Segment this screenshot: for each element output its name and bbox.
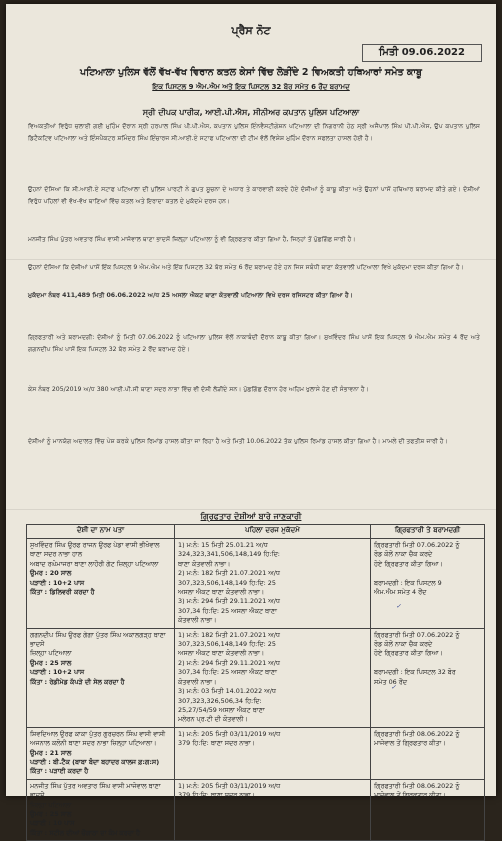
cell-line: ਰੋਡ ਕੋਲੋਂ ਨਾਕਾ ਚੈਕ ਕਰਦੇ (374, 550, 433, 559)
cell-line: ਜ਼ਿਲ੍ਹਾ ਪਟਿਆਲਾ (30, 649, 72, 658)
cell-line: ਉਮਰ : 20 ਸਾਲ (30, 569, 72, 578)
cell-line: 1) ਮ:ਨੰ: 205 ਮਿਤੀ 03/11/2019 ਅ/ਧ (178, 729, 281, 738)
paragraph-accused: ਮਨਜੀਤ ਸਿੰਘ ਪੁੱਤਰ ਅਵਤਾਰ ਸਿੰਘ ਵਾਸੀ ਮਾਜੋਵਾਲ ਥਾਣਾ ਭਾਦਸੋਂ ਜ਼ਿਲ੍ਹਾ ਪਟਿਆਲਾ ਨੂੰ ਵੀ ਗ੍ਰਿਫਤਾਰ ਕੀਤਾ ਗਿਆ ਹੈ, ਜਿਨ੍ਹਾਂ ਤੋਂ ਪੁੱਛਗਿੱਛ ਜਾਰੀ ਹੈ। (28, 236, 356, 243)
cell-line: ਸਮੇਤ 06 ਰੌਂਦ (374, 677, 407, 686)
paragraph-intro: ਵਿਅਕਤੀਆਂ ਵਿਰੁੱਧ ਚਲਾਈ ਗਈ ਮੁਹਿੰਮ ਦੌਰਾਨ ਸ੍ਰੀ ਹਰਪਾਲ ਸਿੰਘ ਪੀ.ਪੀ.ਐਸ, ਕਪਤਾਨ ਪੁਲਿਸ ਇੰਨਵੈਸਟੀਗੇਸ਼ਨ ਪਟਿਆਲਾ ਦੀ ਨਿਗਰਾਨੀ ਹੇਠ ਸ੍ਰੀ ਅਜੈਪਾਲ ਸਿੰਘ ਪੀ.ਪੀ.ਐਸ, ਉਪ ਕਪਤਾਨ ਪੁਲਿਸ ਡਿਟੈਕਟਿਵ ਪਟਿਆਲਾ ਅਤੇ ਇੰਸਪੈਕਟਰ ਸ਼ਮਿੰਦਰ ਸਿੰਘ ਇੰਚਾਰਜ ਸੀ.ਆਈ.ਏ ਸਟਾਫ ਪਟਿਆਲਾ ਦੀ ਟੀਮ ਵੱਲੋਂ ਵਿਸ਼ੇਸ਼ ਮੁਹਿੰਮ ਦੌਰਾਨ ਸਫਲਤਾ ਹਾਸਲ ਹੋਈ ਹੈ। (28, 123, 480, 142)
cell-line: ਮਨਜੀਤ ਸਿੰਘ ਪੁੱਤਰ ਅਵਤਾਰ ਸਿੰਘ ਵਾਸੀ ਮਾਜੋਵਾਲ ਥਾਣਾ ਭਾਦਸੋਂ (30, 781, 161, 800)
cell-line: ਥਾਣਾ ਕੋਤਵਾਲੀ ਨਾਭਾ। (178, 559, 231, 568)
arrest-recovery-cell (371, 628, 485, 727)
paragraph-remand: ਦੋਸ਼ੀਆਂ ਨੂੰ ਮਾਨਯੋਗ ਅਦਾਲਤ ਵਿੱਚ ਪੇਸ਼ ਕਰਕੇ ਪੁਲਿਸ ਰਿਮਾਂਡ ਹਾਸਲ ਕੀਤਾ ਜਾ ਰਿਹਾ ਹੈ ਅਤੇ ਮਿਤੀ 10.06.2022 ਤੱਕ ਪੁਲਿਸ ਰਿਮਾਂਡ ਹਾਸਲ ਕੀਤਾ ਗਿਆ ਹੈ। ਮਾਮਲੇ ਦੀ ਤਫਤੀਸ਼ ਜਾਰੀ ਹੈ। (28, 438, 448, 445)
paragraph-operation: ਉਹਨਾਂ ਦੱਸਿਆ ਕਿ ਸੀ.ਆਈ.ਏ ਸਟਾਫ ਪਟਿਆਲਾ ਦੀ ਪੁਲਿਸ ਪਾਰਟੀ ਨੇ ਗੁਪਤ ਸੂਚਨਾ ਦੇ ਅਧਾਰ ਤੇ ਕਾਰਵਾਈ ਕਰਦੇ ਹੋਏ ਦੋਸ਼ੀਆਂ ਨੂੰ ਕਾਬੂ ਕੀਤਾ ਅਤੇ ਉਹਨਾਂ ਪਾਸੋਂ ਹਥਿਆਰ ਬਰਾਮਦ ਕੀਤੇ ਗਏ। ਦੋਸ਼ੀਆਂ ਵਿਰੁੱਧ ਪਹਿਲਾਂ ਵੀ ਵੱਖ-ਵੱਖ ਥਾਣਿਆਂ ਵਿੱਚ ਕਤਲ ਅਤੇ ਇਰਾਦਾ ਕਤਲ ਦੇ ਮੁਕੱਦਮੇ ਦਰਜ ਹਨ। (28, 186, 480, 205)
headline: ਪਟਿਆਲਾ ਪੁਲਿਸ ਵੱਲੋਂ ਵੱਖ-ਵੱਖ ਵਿਰਾਨ ਕਤਲ ਕੇਸਾਂ ਵਿੱਚ ਲੋੜੀਂਦੇ 2 ਵਿਅਕਤੀ ਹਥਿਆਰਾਂ ਸਮੇਤ ਕਾਬੂ (80, 67, 422, 78)
previous-cases-cell (175, 727, 371, 779)
cell-line: ਕਿੱਤਾ : ਸਟੀਲ ਦੀਆਂ ਚੌਗਾਠਾ ਦਾ ਕੰਮ ਕਰਦਾ ਹੈ (30, 828, 140, 837)
cell-line: 307,34 ਹਿ:ਦਿ: 25 ਅਸਲਾ ਐਕਟ ਥਾਣਾ (178, 606, 277, 615)
cell-line: ਹੋਏ ਗ੍ਰਿਫਤਾਰ ਕੀਤਾ ਗਿਆ। (374, 649, 443, 658)
cell-line: 1) ਮ:ਨੰ: 205 ਮਿਤੀ 03/11/2019 ਅ/ਧ (178, 781, 281, 790)
cell-line: ਕੋਤਵਾਲੀ ਨਾਭਾ। (178, 677, 217, 686)
cell-line: ਕਿੱਤਾ : ਡਿਲਿਵਰੀ ਕਰਦਾ ਹੈ (30, 588, 95, 597)
cell-line: ਬਰਾਮਦਗੀ : ਇਕ ਪਿਸਟਲ 32 ਬੋਰ (374, 668, 456, 677)
cell-line: ਗ੍ਰਿਫਤਾਰੀ ਮਿਤੀ 07.06.2022 ਨੂੰ (374, 541, 460, 549)
accused-table-header (27, 525, 485, 539)
table-row (27, 727, 485, 779)
accused-name-cell (27, 727, 175, 779)
cell-line: ਕਿੱਤਾ : ਪੜਾਈ ਕਰਦਾ ਹੈ (30, 767, 89, 776)
cell-line: 1) ਮ:ਨੰ: 15 ਮਿਤੀ 25.01.21 ਅ/ਧ (178, 541, 268, 549)
previous-cases-cell (175, 628, 371, 727)
cell-line: ਕੋਤਵਾਲੀ ਨਾਭਾ। (178, 616, 217, 625)
cell-line: 3) ਮ:ਨੰ: 294 ਮਿਤੀ 29.11.2021 ਅ/ਧ (178, 597, 280, 606)
header-previous-cases: ਪਹਿਲਾ ਦਰਜ ਮੁਕੱਦਮੇ (175, 525, 371, 539)
paper-fold-line (6, 259, 496, 260)
cell-line: 3) ਮ:ਨੰ: 03 ਮਿਤੀ 14.01.2022 ਅ/ਧ (178, 687, 276, 696)
cell-line: ਅਸਲਾ ਐਕਟ ਥਾਣਾ ਕੋਤਵਾਲੀ ਨਾਭਾ। (178, 649, 265, 658)
paragraph-fir: ਮੁਕੱਦਮਾ ਨੰਬਰ 411,489 ਮਿਤੀ 06.06.2022 ਅ/ਧ 25 ਅਸਲਾ ਐਕਟ ਥਾਣਾ ਕੋਤਵਾਲੀ ਪਟਿਆਲਾ ਵਿਖੇ ਦਰਜ ਰਜਿਸਟਰ ਕੀਤਾ ਗਿਆ ਹੈ। (28, 292, 353, 299)
cell-line (374, 659, 481, 668)
cell-line: 307,323,506,148,149 ਹਿ:ਦਿ: 25 (178, 578, 276, 587)
cell-line: ਬਰਾਮਦਗੀ : ਇਕ ਪਿਸਟਲ 9 (374, 578, 442, 587)
cell-line: ਪੜਾਈ : 10 ਪਾਸ (30, 819, 75, 828)
arrest-recovery-cell (371, 779, 485, 840)
paragraph-old-case: ਕੇਸ ਨੰਬਰ 205/2019 ਅ/ਧ 380 ਆਈ.ਪੀ.ਸੀ ਥਾਣਾ ਸਦਰ ਨਾਭਾ ਵਿੱਚ ਵੀ ਦੋਸ਼ੀ ਲੋੜੀਂਦੇ ਸਨ। ਪੁੱਛਗਿੱਛ ਦੌਰਾਨ ਹੋਰ ਅਹਿਮ ਖੁਲਾਸੇ ਹੋਣ ਦੀ ਸੰਭਾਵਨਾ ਹੈ। (28, 386, 369, 393)
header-name-address: ਦੋਸ਼ੀ ਦਾ ਨਾਮ ਪਤਾ (27, 525, 175, 539)
accused-section-title: ਗ੍ਰਿਫਤਾਰ ਦੋਸ਼ੀਆਂ ਬਾਰੇ ਜਾਣਕਾਰੀ (200, 512, 302, 521)
cell-line: ਪੜਾਈ : 10+2 ਪਾਸ (30, 668, 85, 677)
accused-name-cell (27, 539, 175, 629)
cell-line: ਅਸਲਾ ਐਕਟ ਥਾਣਾ ਕੋਤਵਾਲੀ ਨਾਭਾ। (178, 588, 265, 597)
pen-tick-mark: ✓ (391, 684, 397, 691)
subheadline: ਇਕ ਪਿਸਟਲ 9 ਐਮ.ਐਮ ਅਤੇ ਇਕ ਪਿਸਟਲ 32 ਬੋਰ ਸਮੇਤ 6 ਰੌਂਦ ਬਰਾਮਦ (152, 83, 350, 91)
cell-line: 2) ਮ:ਨੰ: 182 ਮਿਤੀ 21.07.2021 ਅ/ਧ (178, 569, 280, 578)
document-title: ਪ੍ਰੈਸ ਨੋਟ (231, 24, 271, 37)
cell-line: ਅਜਨਾਲ ਕਲੋਨੀ ਥਾਣਾ ਸਦਰ ਨਾਭਾ ਜ਼ਿਲ੍ਹਾ ਪਟਿਆਲਾ। (30, 739, 157, 748)
cell-line: ਸੁਖਵਿੰਦਰ ਸਿੰਘ ਉਰਫ ਰਾਜਨ ਉਰਫ ਪੇਡਾ ਵਾਸੀ ਭੀਖੋਵਾਲ ਥਾਣਾ ਸਦਰ ਨਾਭਾ ਹਾਲ (30, 541, 160, 559)
paragraph-arrest: ਗ੍ਰਿਫਤਾਰੀ ਅਤੇ ਬਰਾਮਦਗੀ: ਦੋਸ਼ੀਆਂ ਨੂੰ ਮਿਤੀ 07.06.2022 ਨੂੰ ਪਟਿਆਲਾ ਪੁਲਿਸ ਵੱਲੋਂ ਨਾਕਾਬੰਦੀ ਦੌਰਾਨ ਕਾਬੂ ਕੀਤਾ ਗਿਆ। ਸੁਖਵਿੰਦਰ ਸਿੰਘ ਪਾਸੋਂ ਇਕ ਪਿਸਟਲ 9 ਐਮ.ਐਮ ਸਮੇਤ 4 ਰੌਂਦ ਅਤੇ ਗਗਨਦੀਪ ਸਿੰਘ ਪਾਸੋਂ ਇਕ ਪਿਸਟਲ 32 ਬੋਰ ਸਮੇਤ 2 ਰੌਂਦ ਬਰਾਮਦ ਹੋਏ। (28, 334, 480, 353)
cell-line: 25,27/54/59 ਅਸਲਾ ਐਕਟ ਥਾਣਾ (178, 705, 265, 714)
cell-line: 379 ਹਿ:ਦਿ: ਥਾਣਾ ਸਦਰ ਨਾਭਾ। (178, 791, 256, 800)
cell-line: 307,323,326,506,34 ਹਿ:ਦਿ: (178, 696, 262, 705)
byline: ਸ੍ਰੀ ਦੀਪਕ ਪਾਰੀਕ, ਆਈ.ਪੀ.ਐਸ, ਸੀਨੀਅਰ ਕਪਤਾਨ ਪੁਲਿਸ ਪਟਿਆਲਾ (142, 108, 360, 117)
cell-line: ਪੜਾਈ : ਬੀ.ਟੈਕ (ਬਾਬਾ ਬੰਦਾ ਬਹਾਦਰ ਕਾਲਜ ਫ਼:ਗ:ਸ) (30, 757, 160, 766)
cell-line: ਮਾਜੋਵਾਲ ਤੋਂ ਗ੍ਰਿਫਤਾਰ ਕੀਤਾ। (374, 739, 446, 748)
arrest-recovery-cell (371, 539, 485, 629)
cell-line: 1) ਮ:ਨੰ: 182 ਮਿਤੀ 21.07.2021 ਅ/ਧ (178, 630, 280, 639)
cell-line: ਜ਼ਿਲ੍ਹਾ ਪਟਿਆਲਾ (30, 800, 72, 809)
accused-table (26, 524, 485, 841)
document-date: ਮਿਤੀ 09.06.2022 (362, 44, 482, 62)
cell-line: 379 ਹਿ:ਦਿ: ਥਾਣਾ ਸਦਰ ਨਾਭਾ। (178, 739, 256, 748)
cell-line: 307,34 ਹਿ:ਦਿ: 25 ਅਸਲਾ ਐਕਟ ਥਾਣਾ (178, 668, 277, 677)
press-note-page (6, 4, 496, 837)
paragraph-recovery: ਉਹਨਾਂ ਦੱਸਿਆ ਕਿ ਦੋਸ਼ੀਆਂ ਪਾਸੋਂ ਇੱਕ ਪਿਸਟਲ 9 ਐਮ.ਐਮ ਅਤੇ ਇੱਕ ਪਿਸਟਲ 32 ਬੋਰ ਸਮੇਤ 6 ਰੌਂਦ ਬਰਾਮਦ ਹੋਏ ਹਨ ਜਿਸ ਸਬੰਧੀ ਥਾਣਾ ਕੋਤਵਾਲੀ ਪਟਿਆਲਾ ਵਿਖੇ ਮੁਕੱਦਮਾ ਦਰਜ ਕੀਤਾ ਗਿਆ ਹੈ। (28, 264, 464, 271)
accused-name-cell (27, 628, 175, 727)
previous-cases-cell (175, 779, 371, 840)
cell-line: 2) ਮ:ਨੰ: 294 ਮਿਤੀ 29.11.2021 ਅ/ਧ (178, 658, 280, 667)
cell-line: ਪੜਾਈ : 10+2 ਪਾਸ (30, 578, 85, 587)
cell-line: 307,323,506,148,149 ਹਿ:ਦਿ: 25 (178, 640, 276, 649)
table-row (27, 539, 485, 629)
cell-line: ਐਮ.ਐਮ ਸਮੇਤ 4 ਰੌਂਦ (374, 588, 427, 597)
cell-line: ਕਿੱਤਾ : ਰੇਡੀਮੇਡ ਕੱਪੜੇ ਦੀ ਸੇਲ ਕਰਦਾ ਹੈ (30, 677, 125, 686)
cell-line: ਉਮਰ : 25 ਸਾਲ (30, 809, 72, 818)
cell-line: ਰੋਡ ਕੋਲੋਂ ਨਾਕਾ ਚੈਕ ਕਰਦੇ (374, 640, 433, 649)
cell-line: ਗ੍ਰਿਫਤਾਰੀ ਮਿਤੀ 07.06.2022 ਨੂੰ (374, 630, 460, 639)
cell-line: ਸ਼ਿਵਦਿਆਲ ਉਰਫ ਕਾਕਾ ਪੁੱਤਰ ਗੁਰਚਰਨ ਸਿੰਘ ਵਾਸੀ ਵਾਸੀ (30, 729, 166, 738)
cell-line: ਹੋਏ ਗ੍ਰਿਫਤਾਰ ਕੀਤਾ ਗਿਆ। (374, 559, 443, 568)
cell-line (374, 569, 481, 578)
table-row (27, 628, 485, 727)
cell-line: 324,323,341,506,148,149 ਹਿ:ਦਿ: (178, 550, 280, 559)
cell-line: ਅਬਾਦ ਰਘੋਮਾਜਰਾ ਥਾਣਾ ਲਾਹੌਰੀ ਗੇਟ ਜ਼ਿਲ੍ਹਾ ਪਟਿਆਲਾ (30, 559, 159, 568)
header-arrest-recovery: ਗ੍ਰਿਫਤਾਰੀ ਤੇ ਬਰਾਮਦਗੀ (371, 525, 485, 539)
cell-line: ਗਗਨਦੀਪ ਸਿੰਘ ਉਰਫ ਗੇਗਾ ਪੁੱਤਰ ਸਿੰਘ ਅਕਾਲਗੜ੍ਹ ਥਾਣਾ ਭਾਦਸੋਂ (30, 630, 166, 649)
cell-line: ਉਮਰ : 25 ਸਾਲ (30, 658, 72, 667)
previous-cases-cell (175, 539, 371, 629)
accused-name-cell (27, 779, 175, 840)
cell-line: ਗ੍ਰਿਫਤਾਰੀ ਮਿਤੀ 08.06.2022 ਨੂੰ (374, 729, 460, 738)
arrest-recovery-cell (371, 727, 485, 779)
cell-line: ਮਾਜੋਵਾਲ ਤੋਂ ਗ੍ਰਿਫਤਾਰ ਕੀਤਾ। (374, 791, 446, 800)
cell-line: ਗ੍ਰਿਫਤਾਰੀ ਮਿਤੀ 08.06.2022 ਨੂੰ (374, 781, 460, 790)
paper-fold-line (6, 509, 496, 510)
cell-line: ਮਲੇਰਨ ਪ੍ਰ.ਟੀ ਦੀ ਕੋਤਵਾਲੀ। (178, 715, 248, 724)
table-row (27, 779, 485, 840)
pen-tick-mark: ✓ (396, 603, 402, 610)
cell-line: ਉਮਰ : 21 ਸਾਲ (30, 748, 72, 757)
